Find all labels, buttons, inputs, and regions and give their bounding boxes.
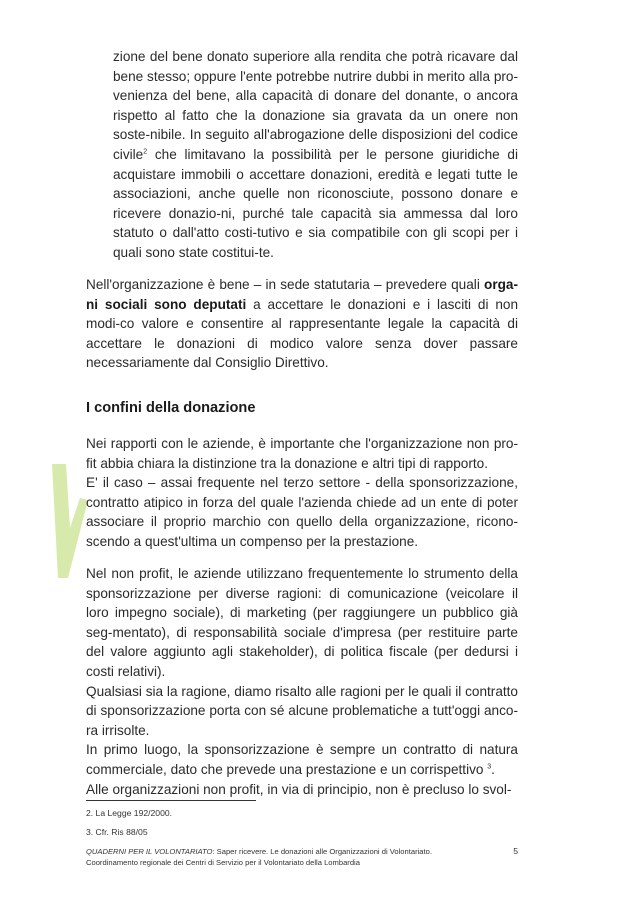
footer-series: QUADERNI PER IL VOLONTARIATO	[86, 847, 213, 856]
section-title: I confini della donazione	[86, 400, 256, 416]
watermark-checkmark-icon	[46, 458, 90, 584]
footnote-3: 3. Cfr. Ris 88/05	[86, 827, 148, 837]
paragraph-rapporti-aziende: Nei rapporti con le aziende, è importante che l'organizzazione non pro-fit abbia chiara la distinzione tra la donazione e altri tipi di rapporto. E' il caso – assai frequente nel terzo settore - della sponsorizzazione, contratto atipico in forza del quale l'azienda chiede ad un ente di poter associare il proprio marchio con quello della organizzazione, ricono-scendo a quest'ultima un compenso per la prestazione.	[86, 436, 518, 549]
footnote-divider	[86, 800, 256, 801]
page-number: 5	[513, 846, 518, 856]
indented-paragraph: zione del bene donato superiore alla rendita che potrà ricavare dal bene stesso; oppure l'ente potrebbe nutrire dubbi in merito alla pro-venienza del bene, alla capacità di donare del donante, o ancora rispetto al fatto che la donazione sia gravata da un onere non soste-nibile. In seguito all'abrogazione delle disposizioni del codice civile$^2$ che limitavano la possibilità per le persone giuridiche di acquistare immobili o accettare donazioni, eredità e legati tutte le associazioni, anche quelle non riconosciute, possono donare e ricevere donazio-ni, purché tale capacità sia ammessa dal loro statuto o dall'atto costi-tutivo e sia compatibile con gli scopi per i quali sono state costitui-te.	[113, 49, 518, 260]
footer-title: : Saper ricevere. Le donazioni alle Organizzazioni di Volontariato.	[212, 847, 432, 856]
page-footer	[86, 846, 518, 868]
paragraph-organi-sociali: Nell'organizzazione è bene – in sede statutaria – prevedere quali orga-ni sociali sono deputati a accettare le donazioni e i lasciti di non modi-co valore e consentire al rappresentante legale la capacità di accettare le donazioni di modico valore senza dover passare necessariamente dal Consiglio Direttivo.	[86, 277, 519, 371]
indented-text-block	[113, 47, 518, 263]
paragraph-sponsorizzazione: Nel non profit, le aziende utilizzano frequentemente lo strumento della sponsorizzazione per diverse ragioni: di comunicazione (veicolare il loro impegno sociale), di marketing (per raggiungere un pubblico già seg-mentato), di responsabilità sociale d'impresa (per restituire parte del valore aggiunto agli stakeholder), di politica fiscale (per dedursi i costi relativi). Qualsiasi sia la ragione, diamo risalto alle ragioni per le quali il contratto di sponsorizzazione porta con sé alcune problematiche a tutt'oggi anco-ra irrisolte. In primo luogo, la sponsorizzazione è sempre un contratto di natura commerciale, dato che prevede una prestazione e un corrispettivo $^3$. Alle organizzazioni non profit, in via di principio, non è precluso lo svol-	[86, 566, 518, 797]
footnote-2: 2. La Legge 192/2000.	[86, 808, 173, 818]
footer-organization: Coordinamento regionale dei Centri di Servizio per il Volontariato della Lombardia	[86, 858, 360, 867]
footer-series-line	[86, 846, 518, 857]
